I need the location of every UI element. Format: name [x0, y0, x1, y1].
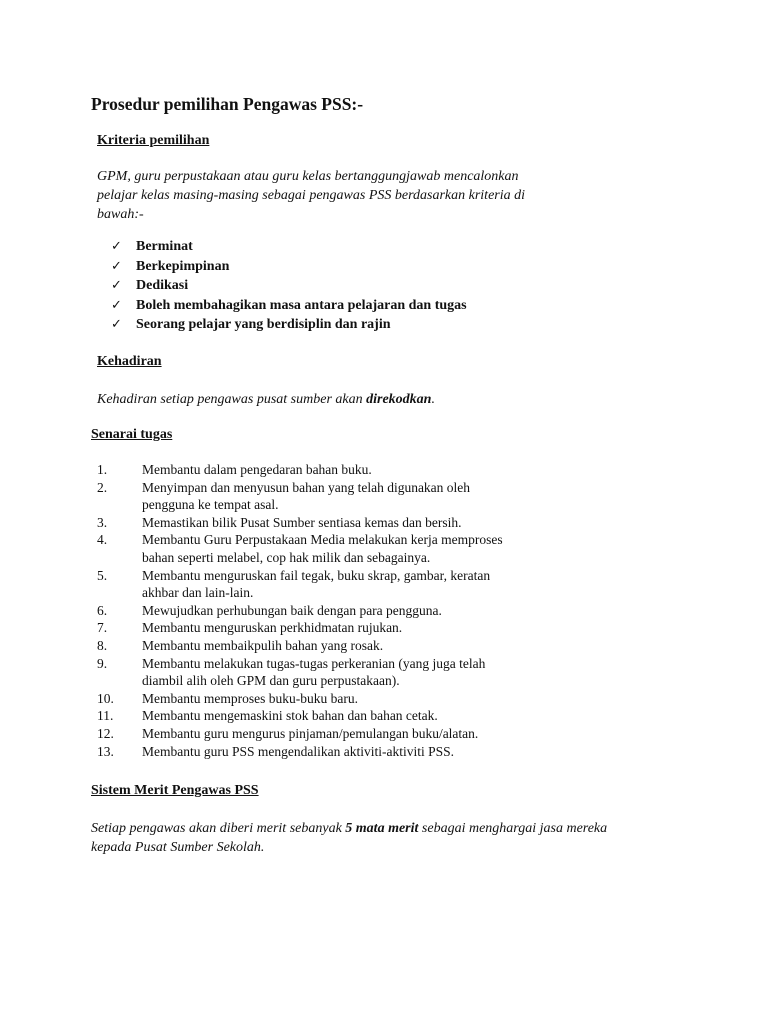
- task-text-line: Membantu membaikpulih bahan yang rosak.: [142, 637, 384, 653]
- task-text-line: akhbar dan lain-lain.: [142, 585, 254, 601]
- task-item: [97, 514, 562, 532]
- task-number: 13.: [97, 743, 114, 759]
- criteria-item-label: Dedikasi: [136, 278, 189, 294]
- task-list: [97, 461, 562, 760]
- kehadiran-text-start: Kehadiran setiap pengawas pusat sumber akan: [97, 392, 367, 407]
- task-text-line: Membantu guru mengurus pinjaman/pemulangan buku/alatan.: [142, 725, 479, 741]
- task-text: [142, 725, 562, 743]
- merit-line-2: kepada Pusat Sumber Sekolah.: [91, 840, 265, 855]
- task-text-line: Membantu dalam pengedaran bahan buku.: [142, 462, 372, 477]
- task-number: 6.: [97, 602, 108, 618]
- task-item: [97, 690, 562, 708]
- check-icon: ✓: [111, 258, 122, 274]
- task-text-line: pengguna ke tempat asal.: [142, 497, 279, 513]
- task-text: [142, 655, 562, 690]
- task-number: 8.: [97, 637, 108, 653]
- task-item: [97, 637, 562, 655]
- task-item: [97, 743, 562, 761]
- task-text-line: Membantu mengemaskini stok bahan dan bahan cetak.: [142, 708, 438, 724]
- criteria-item: [111, 276, 467, 296]
- task-item: [97, 707, 562, 725]
- task-text: [142, 567, 562, 602]
- heading-kehadiran: Kehadiran: [97, 354, 162, 369]
- task-number: 5.: [97, 567, 108, 583]
- task-text-line: Membantu guru PSS mengendalikan aktiviti-aktiviti PSS.: [142, 743, 454, 759]
- document-title: Prosedur pemilihan Pengawas PSS:-: [91, 94, 364, 114]
- task-number: 4.: [97, 532, 108, 548]
- merit-text-start: Setiap pengawas akan diberi merit sebanyak: [91, 821, 346, 836]
- check-icon: ✓: [111, 317, 122, 333]
- task-text-line: Membantu Guru Perpustakaan Media melakukan kerja memproses: [142, 532, 503, 548]
- kriteria-intro: [97, 167, 525, 224]
- task-number: 11.: [97, 708, 114, 724]
- task-text: [142, 602, 562, 620]
- task-text-line: Memastikan bilik Pusat Sumber sentiasa kemas dan bersih.: [142, 514, 462, 530]
- task-number: 7.: [97, 620, 108, 636]
- task-item: [97, 567, 562, 602]
- heading-kriteria: Kriteria pemilihan: [97, 133, 210, 148]
- task-item: [97, 479, 562, 514]
- kehadiran-text-bold: direkodkan: [366, 392, 432, 407]
- task-text: [142, 637, 562, 655]
- task-text: [142, 514, 562, 532]
- intro-line: bawah:-: [97, 207, 144, 222]
- task-text-line: Membantu memproses buku-buku baru.: [142, 690, 358, 706]
- task-text-line: Membantu melakukan tugas-tugas perkeranian (yang juga telah: [142, 655, 486, 671]
- task-text-line: bahan seperti melabel, cop hak milik dan sebagainya.: [142, 549, 431, 565]
- heading-senarai-tugas: Senarai tugas: [91, 427, 173, 442]
- check-icon: ✓: [111, 278, 122, 294]
- task-item: [97, 602, 562, 620]
- task-text: [142, 690, 562, 708]
- criteria-item: [111, 315, 467, 335]
- task-number: 2.: [97, 479, 108, 495]
- task-text: [142, 461, 562, 479]
- task-number: 10.: [97, 690, 114, 706]
- task-number: 9.: [97, 655, 108, 671]
- task-text: [142, 743, 562, 761]
- task-text: [142, 707, 562, 725]
- task-number: 3.: [97, 514, 108, 530]
- task-text-line: Membantu menguruskan perkhidmatan rujukan.: [142, 620, 403, 636]
- criteria-item-label: Berminat: [136, 239, 193, 254]
- criteria-item-label: Berkepimpinan: [136, 258, 230, 274]
- criteria-item-label: Boleh membahagikan masa antara pelajaran dan tugas: [136, 297, 467, 313]
- heading-sistem-merit: Sistem Merit Pengawas PSS: [91, 783, 259, 798]
- kehadiran-text: [97, 390, 435, 409]
- intro-line: pelajar kelas masing-masing sebagai pengawas PSS berdasarkan kriteria di: [97, 188, 526, 203]
- merit-line-1: [91, 819, 607, 838]
- criteria-list: [111, 237, 467, 335]
- task-item: [97, 461, 562, 479]
- intro-line: GPM, guru perpustakaan atau guru kelas bertanggungjawab mencalonkan: [97, 169, 519, 184]
- criteria-item: [111, 237, 467, 257]
- task-text-line: Membantu menguruskan fail tegak, buku skrap, gambar, keratan: [142, 567, 491, 583]
- criteria-item: [111, 296, 467, 316]
- criteria-item: [111, 257, 467, 277]
- kehadiran-text-end: .: [431, 392, 435, 407]
- merit-text-end: sebagai menghargai jasa mereka: [418, 821, 608, 836]
- task-text-line: Mewujudkan perhubungan baik dengan para pengguna.: [142, 602, 442, 618]
- task-item: [97, 725, 562, 743]
- task-number: 12.: [97, 725, 114, 741]
- task-text: [142, 479, 562, 514]
- merit-text: [91, 819, 607, 857]
- task-text: [142, 619, 562, 637]
- task-text-line: Menyimpan dan menyusun bahan yang telah digunakan oleh: [142, 479, 471, 495]
- task-item: [97, 619, 562, 637]
- task-text-line: diambil alih oleh GPM dan guru perpustakaan).: [142, 673, 400, 689]
- task-number: 1.: [97, 462, 108, 477]
- criteria-item-label: Seorang pelajar yang berdisiplin dan rajin: [136, 317, 391, 333]
- check-icon: ✓: [111, 239, 122, 254]
- task-item: [97, 655, 562, 690]
- task-text: [142, 531, 562, 566]
- check-icon: ✓: [111, 297, 122, 313]
- task-item: [97, 531, 562, 566]
- merit-text-bold: 5 mata merit: [345, 821, 419, 836]
